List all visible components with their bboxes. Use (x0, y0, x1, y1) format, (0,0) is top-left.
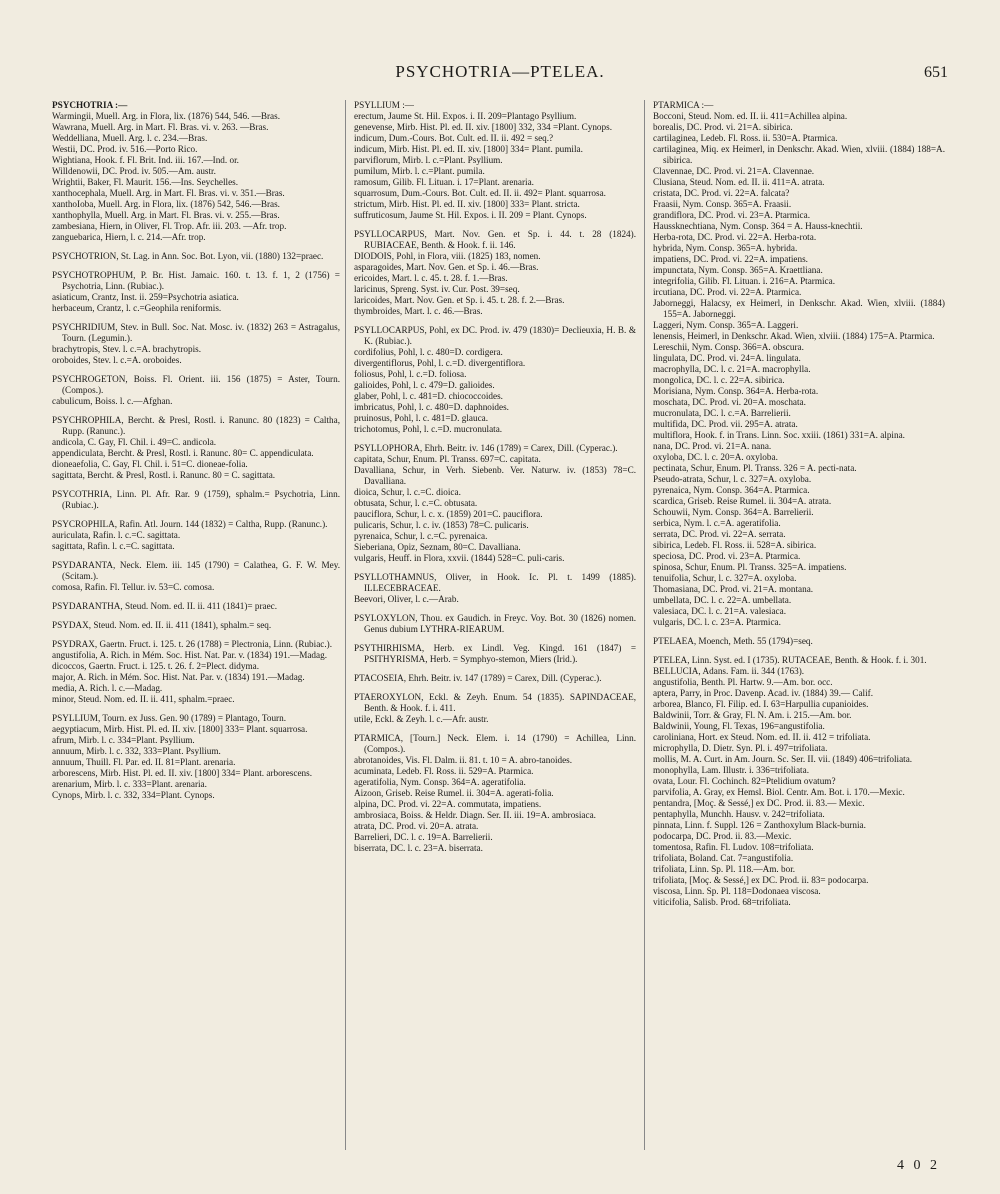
index-entry: sagittata, Rafin. l. c.=C. sagittata. (52, 541, 175, 551)
index-entry: auriculata, Rafin. l. c.=C. sagittata. (52, 530, 181, 540)
index-entry: microphylla, D. Dietr. Syn. Pl. i. 497=trifoliata. (653, 743, 828, 753)
index-entry: PSYCHROPHILA, Bercht. & Presl, Rostl. i. Ranunc. 80 (1823) = Caltha, Rupp. (Ranunc.). (52, 415, 340, 436)
index-entry: trifoliata, Linn. Sp. Pl. 118.—Am. bor. (653, 864, 796, 874)
index-entry: cristata, DC. Prod. vi. 22=A. falcata? (653, 188, 790, 198)
index-entry: Clavennae, DC. Prod. vi. 21=A. Clavennae. (653, 166, 815, 176)
index-entry: Wightiana, Hook. f. Fl. Brit. Ind. iii. 167.—Ind. or. (52, 155, 239, 165)
index-entry: ramosum, Gilib. Fl. Lituan. i. 17=Plant. arenaria. (354, 177, 534, 187)
index-entry: lingulata, DC. Prod. vi. 24=A. lingulata. (653, 353, 801, 363)
index-entry: imbricatus, Pohl, l. c. 480=D. daphnoides. (354, 402, 509, 412)
index-entry: laricinus, Spreng. Syst. iv. Cur. Post. 39=seq. (354, 284, 520, 294)
index-entry: PSYDARANTHA, Steud. Nom. ed. II. ii. 411 (1841)= praec. (52, 601, 278, 611)
index-entry: viscosa, Linn. Sp. Pl. 118=Dodonaea viscosa. (653, 886, 821, 896)
index-entry: oxyloba, DC. l. c. 20=A. oxyloba. (653, 452, 778, 462)
index-entry: Haussknechtiana, Nym. Consp. 364 = A. Hauss-knechtii. (653, 221, 863, 231)
index-entry: PSYDAX, Steud. Nom. ed. II. ii. 411 (1841), sphalm.= seq. (52, 620, 272, 630)
index-entry: xanthoIoba, Muell. Arg. in Flora, lix. (1876) 542, 546.—Bras. (52, 199, 280, 209)
index-entry: Fraasii, Nym. Consp. 365=A. Fraasii. (653, 199, 792, 209)
index-entry: PSYLLOCARPUS, Pohl, ex DC. Prod. iv. 479 (1830)= Declieuxia, H. B. & K. (Rubiac.). (354, 325, 636, 346)
index-entry: borealis, DC. Prod. vi. 21=A. sibirica. (653, 122, 793, 132)
index-entry: PSYCHROGETON, Boiss. Fl. Orient. iii. 156 (1875) = Aster, Tourn. (Compos.). (52, 374, 340, 395)
index-entry: PSYCHRIDIUM, Stev. in Bull. Soc. Nat. Mosc. iv. (1832) 263 = Astragalus, Tourn. (Legumin.). (52, 322, 340, 343)
page-number: 651 (924, 64, 948, 81)
index-entry: PSYCHOTRION, St. Lag. in Ann. Soc. Bot. Lyon, vii. (1880) 132=praec. (52, 251, 324, 261)
index-entry: multiflora, Hook. f. in Trans. Linn. Soc. xxiii. (1861) 331=A. alpina. (653, 430, 905, 440)
index-entry: PSYLLIUM, Tourn. ex Juss. Gen. 90 (1789) = Plantago, Tourn. (52, 713, 286, 723)
index-entry: PTARMICA :— (653, 100, 714, 110)
index-entry: thymbroides, Mart. l. c. 46.—Bras. (354, 306, 483, 316)
index-entry: obtusata, Schur, l. c.=C. obtusata. (354, 498, 478, 508)
index-entry: annuum, Thuill. Fl. Par. ed. II. 81=Plant. arenaria. (52, 757, 236, 767)
index-entry: angustifolia, A. Rich. in Mém. Soc. Hist. Nat. Par. v. (1834) 191.—Madag. (52, 650, 327, 660)
index-entry: Schouwii, Nym. Consp. 364=A. Barrelierii. (653, 507, 814, 517)
index-entry: nana, DC. Prod. vi. 21=A. nana. (653, 441, 772, 451)
index-entry: PSYTHIRHISMA, Herb. ex Lindl. Veg. Kingd. 161 (1847) = PSITHYRISMA, Herb. = Symphyo-stemon, Miers (Irid.). (354, 643, 636, 664)
index-entry: capitata, Schur, Enum. Pl. Transs. 697=C. capitata. (354, 454, 541, 464)
index-entry: monophylla, Lam. Illustr. i. 336=trifoliata. (653, 765, 809, 775)
index-entry: biserrata, DC. l. c. 23=A. biserrata. (354, 843, 483, 853)
index-entry: erectum, Jaume St. Hil. Expos. i. II. 209=Plantago Psyllium. (354, 111, 577, 121)
index-entry: afrum, Mirb. l. c. 334=Plant. Psyllium. (52, 735, 195, 745)
index-entry: Baldwinii, Young, Fl. Texas, 196=angustifolia. (653, 721, 825, 731)
index-entry: ovata, Lour. Fl. Cochinch. 82=Ptelidium ovatum? (653, 776, 836, 786)
index-entry: mollis, M. A. Curt. in Am. Journ. Sc. Ser. II. vii. (1849) 406=trifoliata. (653, 754, 913, 764)
index-entry: pyrenaica, Nym. Consp. 364=A. Ptarmica. (653, 485, 810, 495)
index-entry: pauciflora, Schur, l. c. x. (1859) 201=C. pauciflora. (354, 509, 543, 519)
index-entry: divergentiflorus, Pohl, l. c.=D. divergentiflora. (354, 358, 526, 368)
index-entry: PSYLLIUM :— (354, 100, 414, 110)
index-entry: dicoccos, Gaertn. Fruct. i. 125. t. 26. f. 2=Plect. didyma. (52, 661, 260, 671)
index-entry: dioica, Schur, l. c.=C. dioica. (354, 487, 461, 497)
index-entry: Pseudo-atrata, Schur, l. c. 327=A. oxyloba. (653, 474, 812, 484)
index-entry: mucronulata, DC. l. c.=A. Barrelierii. (653, 408, 791, 418)
index-entry: PTELEA, Linn. Syst. ed. I (1735). RUTACEAE, Benth. & Hook. f. i. 301. (653, 655, 927, 665)
index-entry: indicum, Mirb. Hist. Pl. ed. II. xiv. [1800] 334= Plant. pumila. (354, 144, 583, 154)
index-entry: BELLUCIA, Adans. Fam. ii. 344 (1763). (653, 666, 805, 676)
index-entry: foliosus, Pohl, l. c.=D. foliosa. (354, 369, 467, 379)
index-entry: aegyptiacum, Mirb. Hist. Pl. ed. II. xiv. [1800] 333= Plant. squarrosa. (52, 724, 308, 734)
index-entry: caroliniana, Hort. ex Steud. Nom. ed. II. ii. 412 = trifoliata. (653, 732, 871, 742)
column-3 (644, 100, 945, 1150)
index-entry: PSYCOTHRIA, Linn. Pl. Afr. Rar. 9 (1759), sphalm.= Psychotria, Linn. (Rubiac.). (52, 489, 340, 510)
index-entry: Beevori, Oliver, l. c.—Arab. (354, 594, 459, 604)
printer-signature: 4 0 2 (897, 1158, 940, 1173)
index-entry: media, A. Rich. l. c.—Madag. (52, 683, 163, 693)
index-entry: umbellata, DC. l. c. 22=A. umbellata. (653, 595, 792, 605)
index-entry: galioides, Pohl, l. c. 479=D. galioides. (354, 380, 495, 390)
index-entry: ambrosiaca, Boiss. & Heldr. Diagn. Ser. II. iii. 19=A. ambrosiaca. (354, 810, 596, 820)
index-entry: macrophylla, DC. l. c. 21=A. macrophylla. (653, 364, 811, 374)
index-entry: podocarpa, DC. Prod. ii. 83.—Mexic. (653, 831, 792, 841)
index-entry: PTELAEA, Moench, Meth. 55 (1794)=seq. (653, 636, 813, 646)
index-entry: vulgaris, DC. l. c. 23=A. Ptarmica. (653, 617, 781, 627)
index-entry: Westii, DC. Prod. iv. 516.—Porto Rico. (52, 144, 198, 154)
index-entry: strictum, Mirb. Hist. Pl. ed. II. xiv. [1800] 333= Plant. stricta. (354, 199, 580, 209)
index-entry: herbaceum, Crantz, l. c.=Geophila reniformis. (52, 303, 222, 313)
index-entry: ageratifolia, Nym. Consp. 364=A. ageratifolia. (354, 777, 526, 787)
index-entry: Aizoon, Griseb. Reise Rumel. ii. 304=A. agerati-folia. (354, 788, 554, 798)
index-entry: minor, Steud. Nom. ed. II. ii. 411, sphalm.=praec. (52, 694, 235, 704)
index-entry: pentaphylla, Munchh. Hausv. v. 242=trifoliata. (653, 809, 825, 819)
index-entry: integrifolia, Gilib. Fl. Lituan. i. 216=A. Ptarmica. (653, 276, 836, 286)
index-entry: trichotomus, Pohl, l. c.=D. mucronulata. (354, 424, 503, 434)
index-entry: annuum, Mirb. l. c. 332, 333=Plant. Psyllium. (52, 746, 221, 756)
index-entry: arborea, Blanco, Fl. Filip. ed. I. 63=Harpullia cupanioides. (653, 699, 869, 709)
index-entry: PSYLLOTHAMNUS, Oliver, in Hook. Ic. Pl. t. 1499 (1885). ILLECEBRACEAE. (354, 572, 636, 593)
index-entry: hybrida, Nym. Consp. 365=A. hybrida. (653, 243, 798, 253)
index-entry: cartilaginea, Ledeb. Fl. Ross. ii. 530=A. Ptarmica. (653, 133, 838, 143)
index-entry: trifoliata, Boland. Cat. 7=angustifolia. (653, 853, 794, 863)
index-entry: PSYCROPHILA, Rafin. Atl. Journ. 144 (1832) = Caltha, Rupp. (Ranunc.). (52, 519, 328, 529)
index-entry: atrata, DC. Prod. vi. 20=A. atrata. (354, 821, 479, 831)
index-entry: xanthophylla, Muell. Arg. in Mart. Fl. Bras. vi. v. 255.—Bras. (52, 210, 280, 220)
index-entry: sagittata, Bercht. & Presl, Rostl. i. Ranunc. 80 = C. sagittata. (52, 470, 276, 480)
index-entry: arenarium, Mirb. l. c. 333=Plant. arenaria. (52, 779, 207, 789)
index-entry: PSYCHOTRIA :— (52, 100, 128, 110)
index-entry: PSYLLOCARPUS, Mart. Nov. Gen. et Sp. i. 44. t. 28 (1824). RUBIACEAE, Benth. & Hook. f. ii. 146. (354, 229, 636, 250)
index-entry: spinosa, Schur, Enum. Pl. Transs. 325=A. impatiens. (653, 562, 847, 572)
index-entry: moschata, DC. Prod. vi. 20=A. moschata. (653, 397, 806, 407)
index-entry: brachytropis, Stev. l. c.=A. brachytropis. (52, 344, 201, 354)
index-entry: viticifolia, Salisb. Prod. 68=trifoliata. (653, 897, 791, 907)
index-entry: pentandra, [Moç. & Sessé,] ex DC. Prod. ii. 83.— Mexic. (653, 798, 865, 808)
index-entry: DIODOIS, Pohl, in Flora, viii. (1825) 183, nomen. (354, 251, 541, 261)
index-entry: impatiens, DC. Prod. vi. 22=A. impatiens. (653, 254, 808, 264)
index-entry: pruinosus, Pohl, l. c. 481=D. glauca. (354, 413, 489, 423)
index-entry: zanguebarica, Hiern, l. c. 214.—Afr. trop. (52, 232, 206, 242)
index-entry: PTAEROXYLON, Eckl. & Zeyh. Enum. 54 (1835). SAPINDACEAE, Benth. & Hook. f. i. 411. (354, 692, 636, 713)
index-entry: dioneaefolia, C. Gay, Fl. Chil. i. 51=C. dioneae-folia. (52, 459, 248, 469)
index-entry: valesiaca, DC. l. c. 21=A. valesiaca. (653, 606, 786, 616)
index-entry: Lereschii, Nym. Consp. 366=A. obscura. (653, 342, 804, 352)
index-entry: asiaticum, Crantz, Inst. ii. 259=Psychotria asiatica. (52, 292, 239, 302)
index-entry: ericoides, Mart. l. c. 45. t. 28. f. 1.—Bras. (354, 273, 508, 283)
index-entry: acuminata, Ledeb. Fl. Ross. ii. 529=A. Ptarmica. (354, 766, 534, 776)
index-entry: sibirica, Ledeb. Fl. Ross. ii. 528=A. sibirica. (653, 540, 817, 550)
index-entry: scardica, Griseb. Reise Rumel. ii. 304=A. atrata. (653, 496, 832, 506)
index-entry: grandiflora, DC. Prod. vi. 23=A. Ptarmica. (653, 210, 811, 220)
index-entry: Cynops, Mirb. l. c. 332, 334=Plant. Cynops. (52, 790, 215, 800)
index-entry: oroboides, Stev. l. c.=A. oroboides. (52, 355, 182, 365)
index-entry: squarrosum, Dum.-Cours. Bot. Cult. ed. II. ii. 492= Plant. squarrosa. (354, 188, 606, 198)
index-entry: cartilaginea, Miq. ex Heimerl, in Denkschr. Akad. Wien, xlviii. (1884) 188=A. sibirica. (653, 144, 945, 165)
index-entry: speciosa, DC. Prod. vi. 23=A. Ptarmica. (653, 551, 801, 561)
index-entry: parviflorum, Mirb. l. c.=Plant. Psyllium. (354, 155, 503, 165)
index-entry: pectinata, Schur, Enum. Pl. Transs. 326 = A. pecti-nata. (653, 463, 857, 473)
index-entry: PSYLOXYLON, Thou. ex Gaudich. in Freyc. Voy. Bot. 30 (1826) nomen. Genus dubium LYTHRA-RIEARUM. (354, 613, 636, 634)
index-entry: PTACOSEIA, Ehrh. Beitr. iv. 147 (1789) = Carex, Dill. (Cyperac.). (354, 673, 602, 683)
index-entry: pinnata, Linn. f. Suppl. 126 = Zanthoxylum Black-burnia. (653, 820, 866, 830)
column-2 (345, 100, 636, 1150)
index-entry: alpina, DC. Prod. vi. 22=A. commutata, impatiens. (354, 799, 542, 809)
index-entry: laricoides, Mart. Nov. Gen. et Sp. i. 45. t. 28. f. 2.—Bras. (354, 295, 565, 305)
index-entry: mongolica, DC. l. c. 22=A. sibirica. (653, 375, 785, 385)
index-entry: suffruticosum, Jaume St. Hil. Expos. i. II. 209 = Plant. Cynops. (354, 210, 587, 220)
index-entry: Laggeri, Nym. Consp. 365=A. Laggeri. (653, 320, 799, 330)
index-entry: tomentosa, Rafin. Fl. Ludov. 108=trifoliata. (653, 842, 814, 852)
index-entry: Sieberiana, Opiz, Seznam, 80=C. Davalliana. (354, 542, 521, 552)
index-entry: xanthocephala, Muell. Arg. in Mart. Fl. Bras. vi. v. 351.—Bras. (52, 188, 285, 198)
index-entry: genevense, Mirb. Hist. Pl. ed. II. xiv. [1800] 332, 334 =Plant. Cynops. (354, 122, 612, 132)
index-entry: Wrightii, Baker, Fl. Maurit. 156.—Ins. Seychelles. (52, 177, 239, 187)
index-entry: trifoliata, [Moç. & Sessé,] ex DC. Prod. ii. 83= podocarpa. (653, 875, 869, 885)
index-entry: comosa, Rafin. Fl. Tellur. iv. 53=C. comosa. (52, 582, 215, 592)
index-entry: parvifolia, A. Gray, ex Hemsl. Biol. Centr. Am. Bot. i. 170.—Mexic. (653, 787, 905, 797)
index-entry: Wawrana, Muell. Arg. in Mart. Fl. Bras. vi. v. 263. —Bras. (52, 122, 269, 132)
index-entry: cabulicum, Boiss. l. c.—Afghan. (52, 396, 173, 406)
index-entry: aptera, Parry, in Proc. Davenp. Acad. iv. (1884) 39.— Calif. (653, 688, 874, 698)
index-entry: pulicaris, Schur, l. c. iv. (1853) 78=C. pulicaris. (354, 520, 529, 530)
index-entry: Bocconi, Steud. Nom. ed. II. ii. 411=Achillea alpina. (653, 111, 848, 121)
index-entry: utile, Eckl. & Zeyh. l. c.—Afr. austr. (354, 714, 489, 724)
index-entry: major, A. Rich. in Mém. Soc. Hist. Nat. Par. v. (1834) 191.—Madag. (52, 672, 305, 682)
index-entry: vulgaris, Heuff. in Flora, xxvii. (1844) 528=C. puli-caris. (354, 553, 565, 563)
index-entry: serrata, DC. Prod. vi. 22=A. serrata. (653, 529, 786, 539)
index-entry: impunctata, Nym. Consp. 365=A. Kraettliana. (653, 265, 823, 275)
index-entry: glaber, Pohl, l. c. 481=D. chiococcoides. (354, 391, 503, 401)
index-entry: abrotanoides, Vis. Fl. Dalm. ii. 81. t. 10 = A. abro-tanoides. (354, 755, 573, 765)
index-entry: pumilum, Mirb. l. c.=Plant. pumila. (354, 166, 485, 176)
index-entry: PTARMICA, [Tourn.] Neck. Elem. i. 14 (1790) = Achillea, Linn. (Compos.). (354, 733, 636, 754)
index-entry: Baldwinii, Torr. & Gray, Fl. N. Am. i. 215.—Am. bor. (653, 710, 852, 720)
column-1 (52, 100, 340, 801)
index-entry: multifida, DC. Prod. vii. 295=A. atrata. (653, 419, 798, 429)
index-entry: Morisiana, Nym. Consp. 364=A. Herba-rota. (653, 386, 819, 396)
index-entry: andicola, C. Gay, Fl. Chil. i. 49=C. andicola. (52, 437, 217, 447)
index-entry: Weddelliana, Muell. Arg. l. c. 234.—Bras. (52, 133, 208, 143)
index-entry: asparagoides, Mart. Nov. Gen. et Sp. i. 46.—Bras. (354, 262, 539, 272)
index-entry: Willdenowii, DC. Prod. iv. 505.—Am. austr. (52, 166, 216, 176)
index-entry: cordifolius, Pohl, l. c. 480=D. cordigera. (354, 347, 503, 357)
index-entry: PSYCHOTROPHUM, P. Br. Hist. Jamaic. 160. t. 13. f. 1, 2 (1756) = Psychotria, Linn. (Rubiac.). (52, 270, 340, 291)
index-entry: Jaborneggi, Halacsy, ex Heimerl, in Denkschr. Akad. Wien, xlviii. (1884) 155=A. Jaborneggi. (653, 298, 945, 319)
index-entry: PSYLLOPHORA, Ehrh. Beitr. iv. 146 (1789) = Carex, Dill. (Cyperac.). (354, 443, 618, 453)
index-entry: PSYDRAX, Gaertn. Fruct. i. 125. t. 26 (1788) = Plectronia, Linn. (Rubiac.). (52, 639, 333, 649)
index-entry: angustifolia, Benth. Pl. Hartw. 9.—Am. bor. occ. (653, 677, 833, 687)
index-entry: lenensis, Heimerl, in Denkschr. Akad. Wien, xlviii. (1884) 175=A. Ptarmica. (653, 331, 935, 341)
page-header (0, 62, 1000, 86)
index-entry: pyrenaica, Schur, l. c.=C. pyrenaica. (354, 531, 488, 541)
index-entry: arborescens, Mirb. Hist. Pl. ed. II. xiv. [1800] 334= Plant. arborescens. (52, 768, 312, 778)
index-entry: serbica, Nym. l. c.=A. ageratifolia. (653, 518, 781, 528)
index-entry: PSYDARANTA, Neck. Elem. iii. 145 (1790) = Calathea, G. F. W. Mey. (Scitam.). (52, 560, 340, 581)
index-entry: Thomasiana, DC. Prod. vi. 21=A. montana. (653, 584, 814, 594)
index-entry: indicum, Dum.-Cours. Bot. Cult. ed. II. ii. 492 = seq.? (354, 133, 554, 143)
index-entry: appendiculata, Bercht. & Presl, Rostl. i. Ranunc. 80= C. appendiculata. (52, 448, 314, 458)
index-entry: Barrelieri, DC. l. c. 19=A. Barrelierii. (354, 832, 493, 842)
index-entry: tenuifolia, Schur, l. c. 327=A. oxyloba. (653, 573, 797, 583)
index-entry: Davalliana, Schur, in Verh. Siebenb. Ver. Naturw. iv. (1853) 78=C. Davalliana. (354, 465, 636, 486)
index-entry: Warmingii, Muell. Arg. in Flora, lix. (1876) 544, 546. —Bras. (52, 111, 280, 121)
index-entry: Clusiana, Steud. Nom. ed. II. ii. 411=A. atrata. (653, 177, 825, 187)
index-entry: ircutiana, DC. Prod. vi. 22=A. Ptarmica. (653, 287, 802, 297)
running-title: PSYCHOTRIA—PTELEA. (395, 62, 605, 81)
index-entry: Herba-rota, DC. Prod. vi. 22=A. Herba-rota. (653, 232, 817, 242)
index-entry: zambesiana, Hiern, in Oliver, Fl. Trop. Afr. iii. 203. —Afr. trop. (52, 221, 287, 231)
